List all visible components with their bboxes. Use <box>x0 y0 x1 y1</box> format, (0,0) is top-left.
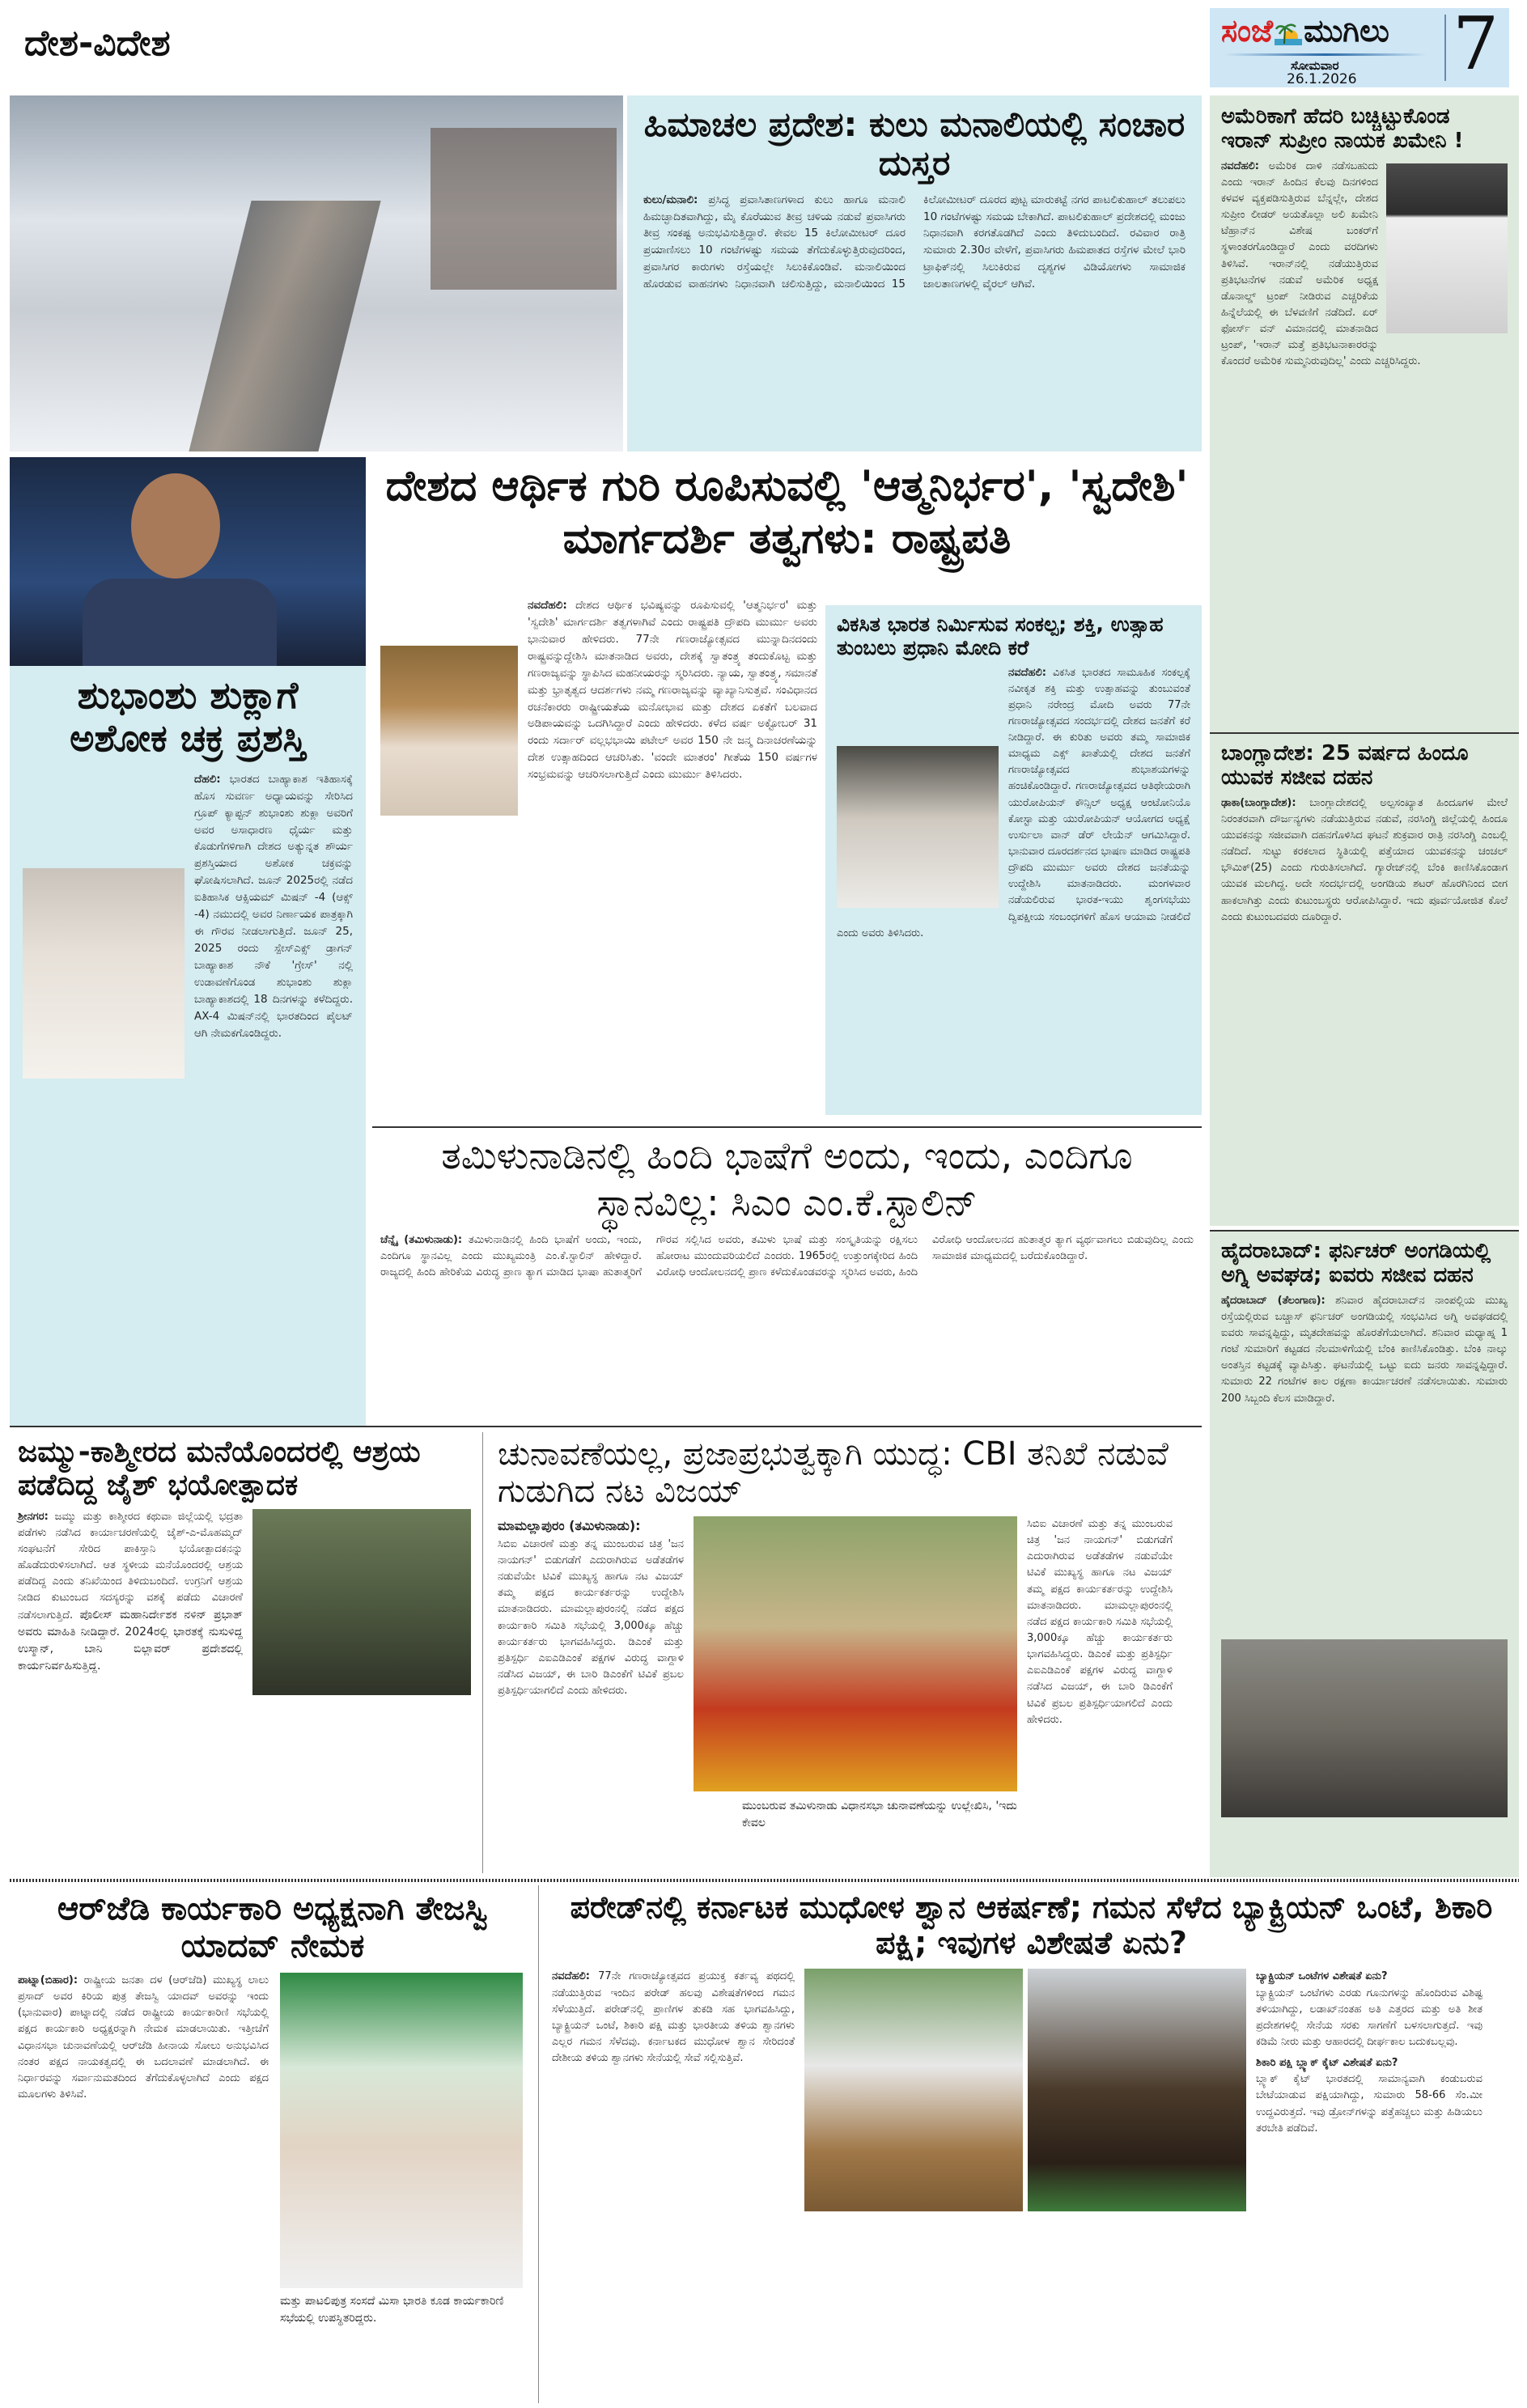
vijay-text-continued: ಸಿಬಿಐ ವಿಚಾರಣೆ ಮತ್ತು ತನ್ನ ಮುಂಬರುವ ಚಿತ್ರ 'ಜನ ನಾಯಗನ್' ಬಿಡುಗಡೆಗೆ ಎದುರಾಗಿರುವ ಅಡೆತಡೆಗಳ ನಡುವೆಯೇ ಟಿವಿಕೆ ಮುಖ್ಯಸ್ಥ ಹಾಗೂ ನಟ ವಿಜಯ್ ತಮ್ಮ ಪಕ್ಷದ ಕಾರ್ಯಕರ್ತರನ್ನು ಉದ್ದೇಶಿಸಿ ಮಾತನಾಡಿದರು. ಮಾಮಲ್ಲಾಪುರಂನಲ್ಲಿ ನಡೆದ ಪಕ್ಷದ ಕಾರ್ಯಕಾರಿ ಸಮಿತಿ ಸಭೆಯಲ್ಲಿ 3,000ಕ್ಕೂ ಹೆಚ್ಚು ಕಾರ್ಯಕರ್ತರು ಭಾಗವಹಿಸಿದ್ದರು. ಡಿಎಂಕೆ ಮತ್ತು ಪ್ರತಿಸ್ಪರ್ಧಿ ಎಐಎಡಿಎಂಕೆ ಪಕ್ಷಗಳ ವಿರುದ್ಧ ವಾಗ್ದಾಳಿ ನಡೆಸಿದ ವಿಜಯ್, ಈ ಬಾರಿ ಡಿಎಂಕೆಗೆ ಟಿವಿಕೆ ಪ್ರಬಲ ಪ್ರತಿಸ್ಪರ್ಧಿಯಾಗಲಿದೆ ಎಂದು ಹೇಳಿದರು. <box>1027 1518 1173 1726</box>
black-kite-bird-photo <box>1028 1969 1246 2211</box>
column-divider <box>482 1432 483 1873</box>
jammu-headline: ಜಮ್ಮು-ಕಾಶ್ಮೀರದ ಮನೆಯೊಂದರಲ್ಲಿ ಆಶ್ರಯ ಪಡೆದಿದ್ದ ಜೈಶ್ ಭಯೋತ್ಪಾದಕ <box>18 1435 421 1503</box>
hyderabad-dateline: ಹೈದರಾಬಾದ್ (ತೆಲಂಗಾಣ): <box>1221 1294 1326 1307</box>
iran-headline: ಅಮೆರಿಕಾಗೆ ಹೆದರಿ ಬಚ್ಚಿಟ್ಟುಕೊಂಡ ಇರಾನ್ ಸುಪ್ರೀಂ ನಾಯಕ ಖಮೇನಿ ! <box>1221 104 1464 153</box>
iran-text: ಅಮೆರಿಕ ದಾಳಿ ನಡೆಸಬಹುದು ಎಂದು ಇರಾನ್ ಹಿಂದಿನ ಕೆಲವು ದಿನಗಳಿಂದ ಕಳವಳ ವ್ಯಕ್ತಪಡಿಸುತ್ತಿರುವ ಬೆನ್ನಲ್ಲೇ, ದೇಶದ ಸುಪ್ರೀಂ ಲೀಡರ್ ಅಯತೊಲ್ಲಾ ಅಲಿ ಖಮೇನಿ ಟೆಹ್ರಾನ್‌ನ ವಿಶೇಷ ಬಂಕರ್‌ಗೆ ಸ್ಥಳಾಂತರಗೊಂಡಿದ್ದಾರೆ ಎಂದು ವರದಿಗಳು ತಿಳಿಸಿವೆ. ಇರಾನ್‌ನಲ್ಲಿ ನಡೆಯುತ್ತಿರುವ ಪ್ರತಿಭಟನೆಗಳ ನಡುವೆ ಅಮೆರಿಕ ಅಧ್ಯಕ್ಷ ಡೊನಾಲ್ಡ್ ಟ್ರಂಪ್ ನೀಡಿರುವ ಎಚ್ಚರಿಕೆಯ ಹಿನ್ನೆಲೆಯಲ್ಲಿ ಈ ಬೆಳವಣಿಗೆ ನಡೆದಿದೆ. ಏರ್ ಫೋರ್ಸ್ ವನ್ ವಿಮಾನದಲ್ಲಿ ಮಾತನಾಡಿದ ಟ್ರಂಪ್, 'ಇರಾನ್ ಮತ್ತೆ ಪ್ರತಿಭಟನಾಕಾರರನ್ನು ಕೊಂದರೆ ಅಮೆರಿಕ ಸುಮ್ಮನಿರುವುದಿಲ್ಲ' ಎಂದು ಎಚ್ಚರಿಸಿದ್ದರು. <box>1221 159 1421 368</box>
jaish-terrorist-photo <box>252 1509 471 1695</box>
president-headline-box <box>372 457 1202 591</box>
khamenei-photo <box>1386 163 1508 333</box>
jammu-story <box>10 1432 479 1873</box>
vijay-body-continued <box>1027 1516 1173 1856</box>
himachal-body <box>643 192 1186 294</box>
palm-sunset-icon <box>1275 21 1302 45</box>
masthead-divider <box>1444 15 1446 81</box>
iran-dateline: ನವದೆಹಲಿ: <box>1221 159 1259 172</box>
masthead-name-part2: ಮುಗಿಲು <box>1304 13 1389 49</box>
bactrian-camel-photo <box>804 1969 1023 2211</box>
column-divider-bottom <box>538 1885 539 2403</box>
parade-camel-text: ಬ್ಯಾಕ್ಟ್ರಿಯನ್ ಒಂಟೆಗಳು ಎರಡು ಗೂನುಗಳನ್ನು ಹೊಂದಿರುವ ವಿಶಿಷ್ಟ ತಳಿಯಾಗಿದ್ದು, ಲಡಾಖ್‌ನಂತಹ ಅತಿ ಎತ್ತರದ ಮತ್ತು ಅತಿ ಶೀತ ಪ್ರದೇಶಗಳಲ್ಲಿ ಸೇನೆಯ ಸರಕು ಸಾಗಣೆಗೆ ಬಳಸಲಾಗುತ್ತದೆ. ಇವು ಕಡಿಮೆ ನೀರು ಮತ್ತು ಆಹಾರದಲ್ಲಿ ದೀರ್ಘಕಾಲ ಬದುಕಬಲ್ಲವು. <box>1256 1986 1482 2048</box>
vijay-headline: ಚುನಾವಣೆಯಲ್ಲ, ಪ್ರಜಾಪ್ರಭುತ್ವಕ್ಕಾಗಿ ಯುದ್ಧ: CBI ತನಿಖೆ ನಡುವೆ ಗುಡುಗಿದ ನಟ ವಿಜಯ್ <box>498 1435 1169 1510</box>
masthead-logo <box>1221 13 1389 49</box>
jammu-caption: ಪೊಲೀಸ್ ಮಹಾನಿರ್ದೇಶಕ ನಳಿನ್ ಪ್ರಭಾತ್ ಅವರು ಮಾಹಿತಿ ನೀಡಿದ್ದಾರೆ. 2024ರಲ್ಲಿ ಭಾರತಕ್ಕೆ ನುಸುಳಿದ್ದ ಉಸ್ಮಾನ್, ಬಾನಿ ಬಿಲ್ಲಾವರ್ ಪ್ರದೇಶದಲ್ಲಿ ಕಾರ್ಯನಿರ್ವಹಿಸುತ್ತಿದ್ದ. <box>18 1608 243 1673</box>
parade-text: 77ನೇ ಗಣರಾಜ್ಯೋತ್ಸವದ ಪ್ರಯುಕ್ತ ಕರ್ತವ್ಯ ಪಥದಲ್ಲಿ ನಡೆಯುತ್ತಿರುವ ಇಂದಿನ ಪರೇಡ್ ಹಲವು ವಿಶೇಷತೆಗಳಿಂದ ಗಮನ ಸೆಳೆಯುತ್ತಿದೆ. ಪರೇಡ್‌ನಲ್ಲಿ ಪ್ರಾಣಿಗಳ ತುಕಡಿ ಸಹ ಭಾಗವಹಿಸಿದ್ದು, ಬ್ಯಾಕ್ಟ್ರಿಯನ್ ಒಂಟೆ, ಶಿಕಾರಿ ಪಕ್ಷಿ ಮತ್ತು ಭಾರತೀಯ ತಳಿಯ ಶ್ವಾನಗಳು ಎಲ್ಲರ ಗಮನ ಸೆಳೆದವು. ಕರ್ನಾಟಕದ ಮುಧೋಳ ಶ್ವಾನ ಸೇರಿದಂತೆ ದೇಶೀಯ ತಳಿಯ ಶ್ವಾನಗಳು ಸೇನೆಯಲ್ಲಿ ಸೇವೆ ಸಲ್ಲಿಸುತ್ತಿವೆ. <box>552 1970 795 2065</box>
himachal-dateline: ಕುಲು/ಮನಾಲಿ: <box>643 193 698 206</box>
modi-dateline: ನವದೆಹಲಿ: <box>1008 666 1046 679</box>
parade-headline: ಪರೇಡ್‌ನಲ್ಲಿ ಕರ್ನಾಟಕ ಮುಧೋಳ ಶ್ವಾನ ಆಕರ್ಷಣೆ; ಗಮನ ಸೆಳೆದ ಬ್ಯಾಕ್ಟ್ರಿಯನ್ ಒಂಟೆ, ಶಿಕಾರಿ ಪಕ್ಷಿ; ಇವುಗಳ ವಿಶೇಷತೆ ಏನು? <box>570 1889 1493 1961</box>
parade-dateline: ನವದೆಹಲಿ: <box>552 1970 590 1983</box>
stalin-text: ತಮಿಳುನಾಡಿನಲ್ಲಿ ಹಿಂದಿ ಭಾಷೆಗೆ ಅಂದು, ಇಂದು, ಎಂದಿಗೂ ಸ್ಥಾನವಿಲ್ಲ ಎಂದು ಮುಖ್ಯಮಂತ್ರಿ ಎಂ.ಕೆ.ಸ್ಟಾಲಿನ್ ಹೇಳಿದ್ದಾರೆ. ರಾಜ್ಯದಲ್ಲಿ ಹಿಂದಿ ಹೇರಿಕೆಯ ವಿರುದ್ಧ ಪ್ರಾಣ ತ್ಯಾಗ ಮಾಡಿದ ಭಾಷಾ ಹುತಾತ್ಮರಿಗೆ ಗೌರವ ಸಲ್ಲಿಸಿದ ಅವರು, ತಮಿಳು ಭಾಷೆ ಮತ್ತು ಸಂಸ್ಕೃತಿಯನ್ನು ರಕ್ಷಿಸಲು ಹೋರಾಟ ಮುಂದುವರಿಯಲಿದೆ ಎಂದರು. 1965ರಲ್ಲಿ ಉತ್ತುಂಗಕ್ಕೇರಿದ ಹಿಂದಿ ವಿರೋಧಿ ಆಂದೋಲನದಲ್ಲಿ ಪ್ರಾಣ ಕಳೆದುಕೊಂಡವರನ್ನು ಸ್ಮರಿಸಿದ ಅವರು, ಹಿಂದಿ ವಿರೋಧಿ ಆಂದೋಲನದ ಹುತಾತ್ಮರ ತ್ಯಾಗ ವ್ಯರ್ಥವಾಗಲು ಬಿಡುವುದಿಲ್ಲ ಎಂದು ಸಾಮಾಜಿಕ ಮಾಧ್ಯಮದಲ್ಲಿ ಬರೆದುಕೊಂಡಿದ್ದಾರೆ. <box>380 1234 1194 1279</box>
hyderabad-text: ಶನಿವಾರ ಹೈದರಾಬಾದ್‌ನ ನಾಂಪಲ್ಲಿಯ ಮುಖ್ಯ ರಸ್ತೆಯಲ್ಲಿರುವ ಬಚ್ಚಾಸ್ ಫರ್ನಿಚರ್ ಅಂಗಡಿಯಲ್ಲಿ ಸಂಭವಿಸಿದ ಅಗ್ನಿ ಅವಘಡದಲ್ಲಿ ಐವರು ಸಾವನ್ನಪ್ಪಿದ್ದು, ಮೃತದೇಹವನ್ನು ಹೊರತೆಗೆಯಲಾಗಿದೆ. ಶನಿವಾರ ಮಧ್ಯಾಹ್ನ 1 ಗಂಟೆ ಸುಮಾರಿಗೆ ಕಟ್ಟಡದ ನೆಲಮಾಳಿಗೆಯಲ್ಲಿ ಬೆಂಕಿ ಕಾಣಿಸಿಕೊಂಡಿತ್ತು. ಬೆಂಕಿ ನಾಲ್ಕು ಅಂತಸ್ತಿನ ಕಟ್ಟಡಕ್ಕೆ ವ್ಯಾಪಿಸಿತ್ತು. ಘಟನೆಯಲ್ಲಿ ಒಟ್ಟು ಐದು ಜನರು ಸಾವನ್ನಪ್ಪಿದ್ದಾರೆ. ಸುಮಾರು 22 ಗಂಟೆಗಳ ಕಾಲ ರಕ್ಷಣಾ ಕಾರ್ಯಾಚರಣೆ ನಡೆಸಲಾಯಿತು. ಸುಮಾರು 200 ಸಿಬ್ಬಂದಿ ಕೆಲಸ ಮಾಡಿದ್ದಾರೆ. <box>1221 1294 1508 1405</box>
shukla-dateline: ದೆಹಲಿ: <box>194 772 221 786</box>
tejashwi-yadav-photo <box>280 1973 523 2288</box>
hyderabad-story <box>1210 1230 1519 1877</box>
stalin-dateline: ಚೆನ್ನೈ (ತಮಿಳುನಾಡು): <box>380 1234 463 1246</box>
parade-body <box>552 1969 795 2373</box>
parade-kite-text: ಬ್ಲ್ಯಾಕ್ ಕೈಟ್ ಭಾರತದಲ್ಲಿ ಸಾಮಾನ್ಯವಾಗಿ ಕಂಡುಬರುವ ಬೇಟೆಯಾಡುವ ಪಕ್ಷಿಯಾಗಿದ್ದು, ಸುಮಾರು 58-66 ಸೆಂ.ಮೀ ಉದ್ದವಿರುತ್ತದೆ. ಇವು ಡ್ರೋನ್‌ಗಳನ್ನು ಪತ್ತೆಹಚ್ಚಲು ಮತ್ತು ಹಿಡಿಯಲು ತರಬೇತಿ ಪಡೆದಿವೆ. <box>1256 2073 1482 2135</box>
rjd-dateline: ಪಾಟ್ನಾ(ಬಿಹಾರ): <box>18 1974 78 1986</box>
narendra-modi-photo <box>837 746 999 908</box>
bangladesh-story <box>1210 732 1519 1226</box>
president-text: ದೇಶದ ಆರ್ಥಿಕ ಭವಿಷ್ಯವನ್ನು ರೂಪಿಸುವಲ್ಲಿ 'ಆತ್ಮನಿರ್ಭರ' ಮತ್ತು 'ಸ್ವದೇಶಿ' ಮಾರ್ಗದರ್ಶಿ ತತ್ವಗಳಾಗಿವೆ ಎಂದು ರಾಷ್ಟ್ರಪತಿ ದ್ರೌಪದಿ ಮುರ್ಮು ಅವರು ಭಾನುವಾರ ಹೇಳಿದರು. 77ನೇ ಗಣರಾಜ್ಯೋತ್ಸವದ ಮುನ್ನಾದಿನದಂದು ರಾಷ್ಟ್ರವನ್ನುದ್ದೇಶಿಸಿ ಮಾತನಾಡಿದ ಅವರು, ದೇಶಕ್ಕೆ ಸ್ವಾತಂತ್ರ್ಯ ತಂದುಕೊಟ್ಟ ಮತ್ತು ಗಣರಾಜ್ಯವನ್ನು ಸ್ಥಾಪಿಸಿದ ಮಹನೀಯರನ್ನು ಸ್ಮರಿಸಿದರು. ನ್ಯಾಯ, ಸ್ವಾತಂತ್ರ್ಯ, ಸಮಾನತೆ ಮತ್ತು ಭ್ರಾತೃತ್ವದ ಆದರ್ಶಗಳು ನಮ್ಮ ಗಣರಾಜ್ಯವನ್ನು ವ್ಯಾಖ್ಯಾನಿಸುತ್ತವೆ. ಸಂವಿಧಾನದ ರಚನೆಕಾರರು ರಾಷ್ಟ್ರೀಯತೆಯ ಮನೋಭಾವ ಮತ್ತು ದೇಶದ ಏಕತೆಗೆ ಬಲವಾದ ಅಡಿಪಾಯವನ್ನು ಒದಗಿಸಿದ್ದಾರೆ ಎಂದು ಹೇಳಿದರು. ಕಳೆದ ವರ್ಷ ಅಕ್ಟೋಬರ್ 31 ರಂದು ಸರ್ದಾರ್ ವಲ್ಲಭಭಾಯಿ ಪಟೇಲ್ ಅವರ 150 ನೇ ಜನ್ಮ ದಿನಾಚರಣೆಯನ್ನು ದೇಶ ಉತ್ಸಾಹದಿಂದ ಆಚರಿಸಿತು. 'ವಂದೇ ಮಾತರಂ' ಗೀತೆಯ 150 ವರ್ಷಗಳ ಸಂಭ್ರಮವನ್ನು ಆಚರಿಸಲಾಗುತ್ತಿದೆ ಎಂದು ಮುರ್ಮು ತಿಳಿಸಿದರು. <box>528 599 817 782</box>
shukla-text: ಭಾರತದ ಬಾಹ್ಯಾಕಾಶ ಇತಿಹಾಸಕ್ಕೆ ಹೊಸ ಸುವರ್ಣ ಅಧ್ಯಾಯವನ್ನು ಸೇರಿಸಿದ ಗ್ರೂಪ್ ಕ್ಯಾಪ್ಟನ್ ಶುಭಾಂಶು ಶುಕ್ಲಾ ಅವರಿಗೆ ಅವರ ಅಸಾಧಾರಣ ಧೈರ್ಯ ಮತ್ತು ಕೊಡುಗೆಗಳಿಗಾಗಿ ದೇಶದ ಅತ್ಯುನ್ನತ ಶೌರ್ಯ ಪ್ರಶಸ್ತಿಯಾದ ಅಶೋಕ ಚಕ್ರವನ್ನು ಘೋಷಿಸಲಾಗಿದೆ. ಜೂನ್ 2025ರಲ್ಲಿ ನಡೆದ ಐತಿಹಾಸಿಕ ಆಕ್ಸಿಯಮ್ ಮಿಷನ್ -4 (ಆಕ್ಸ್ -4) ನಮುದಲ್ಲಿ ಅವರ ನಿರ್ಣಾಯಕ ಪಾತ್ರಕ್ಕಾಗಿ ಈ ಗೌರವ ನೀಡಲಾಗುತ್ತಿದೆ. ಜೂನ್ 25, 2025 ರಂದು ಸ್ಪೇಸ್‌ಎಕ್ಸ್ ಡ್ರಾಗನ್ ಬಾಹ್ಯಾಕಾಶ ನೌಕೆ 'ಗ್ರೇಸ್' ನಲ್ಲಿ ಉಡಾವಣೆಗೊಂಡ ಶುಭಾಂಶು ಶುಕ್ಲಾ ಬಾಹ್ಯಾಕಾಶದಲ್ಲಿ 18 ದಿನಗಳನ್ನು ಕಳೆದಿದ್ದರು. AX-4 ಮಿಷನ್‌ನಲ್ಲಿ ಭಾರತದಿಂದ ಪೈಲಟ್ ಆಗಿ ನೇಮಕಗೊಂಡಿದ್ದರು. <box>194 772 353 1040</box>
president-story <box>380 597 817 1115</box>
hyderabad-body <box>1221 1293 1508 1633</box>
masthead <box>1210 8 1509 87</box>
himachal-story <box>627 95 1202 451</box>
parade-story <box>544 1885 1519 2403</box>
hyderabad-headline: ಹೈದರಾಬಾದ್: ಫರ್ನಿಚರ್ ಅಂಗಡಿಯಲ್ಲಿ ಅಗ್ನಿ ಅವಘಡ; ಐವರು ಸಜೀವ ದಹನ <box>1221 1239 1491 1287</box>
modi-story <box>825 605 1202 1115</box>
stalin-headline: ತಮಿಳುನಾಡಿನಲ್ಲಿ ಹಿಂದಿ ಭಾಷೆಗೆ ಅಂದು, ಇಂದು, ಎಂದಿಗೂ ಸ್ಥಾನವಿಲ್ಲ: ಸಿಎಂ ಎಂ.ಕೆ.ಸ್ಟಾಲಿನ್ <box>441 1134 1133 1224</box>
himachal-headline: ಹಿಮಾಚಲ ಪ್ರದೇಶ: ಕುಲು ಮನಾಲಿಯಲ್ಲಿ ಸಂಚಾರ ದುಸ್ತರ <box>643 104 1186 184</box>
jammu-dateline: ಶ್ರೀನಗರ: <box>18 1510 49 1523</box>
page-number: 7 <box>1453 8 1499 87</box>
modi-text: ವಿಕಸಿತ ಭಾರತದ ಸಾಮೂಹಿಕ ಸಂಕಲ್ಪಕ್ಕೆ ನವೀಕೃತ ಶಕ್ತಿ ಮತ್ತು ಉತ್ಸಾಹವನ್ನು ತುಂಬುವಂತೆ ಪ್ರಧಾನಿ ನರೇಂದ್ರ ಮೋದಿ ಅವರು 77ನೇ ಗಣರಾಜ್ಯೋತ್ಸವದ ಸಂದರ್ಭದಲ್ಲಿ ದೇಶದ ಜನತೆಗೆ ಕರೆ ನೀಡಿದ್ದಾರೆ. ಈ ಕುರಿತು ಅವರು ತಮ್ಮ ಸಾಮಾಜಿಕ ಮಾಧ್ಯಮ ಎಕ್ಸ್ ಖಾತೆಯಲ್ಲಿ ದೇಶದ ಜನತೆಗೆ ಗಣರಾಜ್ಯೋತ್ಸವದ ಶುಭಾಶಯಗಳನ್ನು ಹಂಚಿಕೊಂಡಿದ್ದಾರೆ. ಗಣರಾಜ್ಯೋತ್ಸವದ ಆತಿಥೇಯರಾಗಿ ಯುರೋಪಿಯನ್ ಕೌನ್ಸಿಲ್ ಅಧ್ಯಕ್ಷ ಆಂಟೋನಿಯೊ ಕೋಸ್ಟಾ ಮತ್ತು ಯುರೋಪಿಯನ್ ಆಯೋಗದ ಅಧ್ಯಕ್ಷೆ ಉರ್ಸುಲಾ ವಾನ್ ಡೆರ್ ಲೇಯೆನ್ ಆಗಮಿಸಿದ್ದಾರೆ. ಭಾನುವಾರ ದೂರದರ್ಶನದ ಭಾಷಣ ಮಾಡಿದ ರಾಷ್ಟ್ರಪತಿ ದ್ರೌಪದಿ ಮುರ್ಮು ಅವರು ದೇಶದ ಜನತೆಯನ್ನು ಉದ್ದೇಶಿಸಿ ಮಾತನಾಡಿದರು. ಮಂಗಳವಾರ ನಡೆಯಲಿರುವ ಭಾರತ-ಇಯು ಶೃಂಗಸಭೆಯು ದ್ವಿಪಕ್ಷೀಯ ಸಂಬಂಧಗಳಿಗೆ ಹೊಸ ಆಯಾಮ ನೀಡಲಿದೆ ಎಂದು ಅವರು ತಿಳಿಸಿದರು. <box>837 666 1190 939</box>
vijay-dateline: ಮಾಮಲ್ಲಾಪುರಂ (ತಮಿಳುನಾಡು): <box>498 1518 641 1533</box>
bangladesh-body <box>1221 795 1508 926</box>
vijay-text: ಸಿಬಿಐ ವಿಚಾರಣೆ ಮತ್ತು ತನ್ನ ಮುಂಬರುವ ಚಿತ್ರ 'ಜನ ನಾಯಗನ್' ಬಿಡುಗಡೆಗೆ ಎದುರಾಗಿರುವ ಅಡೆತಡೆಗಳ ನಡುವೆಯೇ ಟಿವಿಕೆ ಮುಖ್ಯಸ್ಥ ಹಾಗೂ ನಟ ವಿಜಯ್ ತಮ್ಮ ಪಕ್ಷದ ಕಾರ್ಯಕರ್ತರನ್ನು ಉದ್ದೇಶಿಸಿ ಮಾತನಾಡಿದರು. ಮಾಮಲ್ಲಾಪುರಂನಲ್ಲಿ ನಡೆದ ಪಕ್ಷದ ಕಾರ್ಯಕಾರಿ ಸಮಿತಿ ಸಭೆಯಲ್ಲಿ 3,000ಕ್ಕೂ ಹೆಚ್ಚು ಕಾರ್ಯಕರ್ತರು ಭಾಗವಹಿಸಿದ್ದರು. ಡಿಎಂಕೆ ಮತ್ತು ಪ್ರತಿಸ್ಪರ್ಧಿ ಎಐಎಡಿಎಂಕೆ ಪಕ್ಷಗಳ ವಿರುದ್ಧ ವಾಗ್ದಾಳಿ ನಡೆಸಿದ ವಿಜಯ್, ಈ ಬಾರಿ ಡಿಎಂಕೆಗೆ ಟಿವಿಕೆ ಪ್ರಬಲ ಪ್ರತಿಸ್ಪರ್ಧಿಯಾಗಲಿದೆ ಎಂದು ಹೇಳಿದರು. <box>498 1537 684 1698</box>
shukla-headline: ಶುಭಾಂಶು ಶುಕ್ಲಾಗೆ ಅಶೋಕ ಚಕ್ರ ಪ್ರಶಸ್ತಿ <box>70 673 306 760</box>
himachal-snow-traffic-photo <box>10 95 623 451</box>
section-title: ದೇಶ-ವಿದೇಶ <box>24 23 171 64</box>
jammu-text: ಜಮ್ಮು ಮತ್ತು ಕಾಶ್ಮೀರದ ಕಥುವಾ ಜಿಲ್ಲೆಯಲ್ಲಿ ಭದ್ರತಾ ಪಡೆಗಳು ನಡೆಸಿದ ಕಾರ್ಯಾಚರಣೆಯಲ್ಲಿ ಜೈಶ್-ಎ-ಮೊಹಮ್ಮದ್ ಸಂಘಟನೆಗೆ ಸೇರಿದ ಪಾಕಿಸ್ತಾನಿ ಭಯೋತ್ಪಾದಕನನ್ನು ಹೊಡೆದುರುಳಿಸಲಾಗಿದೆ. ಆತ ಸ್ಥಳೀಯ ಮನೆಯೊಂದರಲ್ಲಿ ಆಶ್ರಯ ಪಡೆದಿದ್ದ ಎಂದು ತನಿಖೆಯಿಂದ ತಿಳಿದುಬಂದಿದೆ. ಉಗ್ರನಿಗೆ ಆಶ್ರಯ ನೀಡಿದ ಕುಟುಂಬದ ಸದಸ್ಯರನ್ನು ವಶಕ್ಕೆ ಪಡೆದು ವಿಚಾರಣೆ ನಡೆಸಲಾಗುತ್ತಿದೆ. <box>18 1510 243 1622</box>
droupadi-murmu-photo <box>380 646 518 816</box>
modi-headline: ವಿಕಸಿತ ಭಾರತ ನಿರ್ಮಿಸುವ ಸಂಕಲ್ಪ; ಶಕ್ತಿ, ಉತ್ಸಾಹ ತುಂಬಲು ಪ್ರಧಾನಿ ಮೋದಿ ಕರೆ <box>837 613 1164 659</box>
rjd-headline: ಆರ್‌ಜೆಡಿ ಕಾರ್ಯಕಾರಿ ಅಧ್ಯಕ್ಷನಾಗಿ ತೇಜಸ್ವಿ ಯಾದವ್ ನೇಮಕ <box>57 1890 489 1965</box>
parade-subhead-camel: ಬ್ಯಾಕ್ಟ್ರಿಯನ್ ಒಂಟೆಗಳ ವಿಶೇಷತೆ ಏನು? <box>1256 1970 1388 1983</box>
rjd-story <box>10 1885 536 2403</box>
president-dateline: ನವದೆಹಲಿ: <box>528 599 567 612</box>
rjd-caption: ಮತ್ತು ಪಾಟಲಿಪುತ್ರ ಸಂಸದೆ ಮಿಸಾ ಭಾರತಿ ಕೂಡ ಕಾರ್ಯಕಾರಿಣಿ ಸಭೆಯಲ್ಲಿ ಉಪಸ್ಥಿತರಿದ್ದರು. <box>280 2295 504 2325</box>
shubhanshu-shukla-photo <box>10 457 366 666</box>
vijay-body <box>498 1516 684 1824</box>
masthead-underline <box>1224 53 1427 56</box>
himachal-text: ಪ್ರಸಿದ್ಧ ಪ್ರವಾಸಿತಾಣಗಳಾದ ಕುಲು ಹಾಗೂ ಮನಾಲಿ ಹಿಮಚ್ಛಾದಿತವಾಗಿದ್ದು, ಮೈ ಕೊರೆಯುವ ತೀವ್ರ ಚಳಿಯ ನಡುವೆ ಪ್ರವಾಸಿಗರು ತೀವ್ರ ಸಂಕಷ್ಟ ಅನುಭವಿಸುತ್ತಿದ್ದಾರೆ. ಕೇವಲ 15 ಕಿಲೋಮೀಟರ್ ದೂರ ಪ್ರಯಾಣಿಸಲು 10 ಗಂಟೆಗಳಷ್ಟು ಸಮಯ ತೆಗೆದುಕೊಳ್ಳುತ್ತಿರುವುದರಿಂದ, ಪ್ರವಾಸಿಗರ ಕಾರುಗಳು ರಸ್ತೆಯಲ್ಲೇ ಸಿಲುಕಿಕೊಂಡಿವೆ. ಮನಾಲಿಯಿಂದ ಹೊರಡುವ ವಾಹನಗಳು ನಿಧಾನವಾಗಿ ಚಲಿಸುತ್ತಿದ್ದು, ಮನಾಲಿಯಿಂದ 15 ಕಿಲೋಮೀಟರ್ ದೂರದ ಪುಟ್ಟ ಮಾರುಕಟ್ಟೆ ನಗರ ಪಾಟಲಿಕುಹಾಲ್ ತಲುಪಲು 10 ಗಂಟೆಗಳಷ್ಟು ಸಮಯ ಬೇಕಾಗಿದೆ. ಪಾಟಲಿಕುಹಾಲ್ ಪ್ರದೇಶದಲ್ಲಿ ಮಂಜು ನಿಧಾನವಾಗಿ ಕರಗತೊಡಗಿದೆ ಎಂದು ತಿಳಿದುಬಂದಿದೆ. ರವಿವಾರ ರಾತ್ರಿ ಸುಮಾರು 2.30ರ ವೇಳೆಗೆ, ಪ್ರವಾಸಿಗರು ಹಿಮಪಾತದ ರಸ್ತೆಗಳ ಮೇಲೆ ಭಾರಿ ಟ್ರಾಫಿಕ್‌ನಲ್ಲಿ ಸಿಲುಕಿರುವ ದೃಶ್ಯಗಳ ವಿಡಿಯೋಗಳು ಸಾಮಾಜಿಕ ಜಾಲತಾಣಗಳಲ್ಲಿ ವೈರಲ್ ಆಗಿವೆ. <box>643 193 1186 291</box>
dotted-divider <box>10 1879 1519 1882</box>
masthead-name-part1: ಸಂಜೆ <box>1221 13 1274 49</box>
rjd-text: ರಾಷ್ಟ್ರೀಯ ಜನತಾ ದಳ (ಆರ್‌ಜೆಡಿ) ಮುಖ್ಯಸ್ಥ ಲಾಲು ಪ್ರಸಾದ್ ಅವರ ಕಿರಿಯ ಪುತ್ರ ತೇಜಸ್ವಿ ಯಾದವ್ ಅವರನ್ನು ಇಂದು (ಭಾನುವಾರ) ಪಾಟ್ನಾದಲ್ಲಿ ನಡೆದ ರಾಷ್ಟ್ರೀಯ ಕಾರ್ಯಕಾರಿಣಿ ಸಭೆಯಲ್ಲಿ ಪಕ್ಷದ ಕಾರ್ಯಕಾರಿ ಅಧ್ಯಕ್ಷರನ್ನಾಗಿ ನೇಮಕ ಮಾಡಲಾಯಿತು. ಇತ್ತೀಚೆಗೆ ವಿಧಾನಸಭಾ ಚುನಾವಣೆಯಲ್ಲಿ ಆರ್‌ಜೆಡಿ ಹೀನಾಯ ಸೋಲು ಅನುಭವಿಸಿದ ನಂತರ ಪಕ್ಷದ ನಾಯಕತ್ವದಲ್ಲಿ ಈ ಬದಲಾವಣೆ ಮಾಡಲಾಗಿದೆ. ಈ ನಿರ್ಧಾರವನ್ನು ಸರ್ವಾನುಮತದಿಂದ ತೆಗೆದುಕೊಳ್ಳಲಾಗಿದೆ ಎಂದು ಪಕ್ಷದ ಮೂಲಗಳು ತಿಳಿಸಿವೆ. <box>18 1974 269 2101</box>
parade-sidebar <box>1256 1969 1482 2373</box>
actor-vijay-photo <box>694 1516 1017 1791</box>
president-headline: ದೇಶದ ಆರ್ಥಿಕ ಗುರಿ ರೂಪಿಸುವಲ್ಲಿ 'ಆತ್ಮನಿರ್ಭರ', 'ಸ್ವದೇಶಿ' ಮಾರ್ಗದರ್ಶಿ ತತ್ವಗಳು: ರಾಷ್ಟ್ರಪತಿ <box>385 462 1189 563</box>
bangladesh-dateline: ಢಾಕಾ(ಬಾಂಗ್ಲಾದೇಶ): <box>1221 796 1296 809</box>
vijay-caption: ಮುಂಬರುವ ತಮಿಳುನಾಡು ವಿಧಾನಸಭಾ ಚುನಾವಣೆಯನ್ನು ಉಲ್ಲೇಖಿಸಿ, 'ಇದು ಕೇವಲ <box>742 1800 1017 1829</box>
masthead-day: ಸೋಮವಾರ <box>1291 58 1339 73</box>
stalin-body <box>380 1232 1194 1281</box>
shukla-family-photo <box>23 868 185 1079</box>
bangladesh-headline: ಬಾಂಗ್ಲಾದೇಶ: 25 ವರ್ಷದ ಹಿಂದೂ ಯುವಕ ಸಜೀವ ದಹನ <box>1221 741 1469 790</box>
parade-subhead-kite: ಶಿಕಾರಿ ಪಕ್ಷಿ ಬ್ಲ್ಯಾಕ್ ಕೈಟ್ ವಿಶೇಷತೆ ಏನು? <box>1256 2057 1398 2070</box>
vijay-story <box>490 1432 1202 1873</box>
hyderabad-fire-rescue-photo <box>1221 1639 1508 1817</box>
iran-story <box>1210 95 1519 791</box>
bangladesh-text: ಬಾಂಗ್ಲಾದೇಶದಲ್ಲಿ ಅಲ್ಪಸಂಖ್ಯಾತ ಹಿಂದೂಗಳ ಮೇಲೆ ನಿರಂತರವಾಗಿ ದೌರ್ಜನ್ಯಗಳು ನಡೆಯುತ್ತಿರುವ ನಡುವೆ, ನರಸಿಂಗ್ಡಿ ಜಿಲ್ಲೆಯಲ್ಲಿ ಹಿಂದೂ ಯುವಕನನ್ನು ಸಜೀವವಾಗಿ ದಹನಗೊಳಿಸಿದ ಘಟನೆ ಶುಕ್ರವಾರ ರಾತ್ರಿ ನರಸಿಂಗ್ಡಿ ಎಂಬಲ್ಲಿ ನಡೆದಿದೆ. ಸುಟ್ಟು ಕರಕಲಾದ ಸ್ಥಿತಿಯಲ್ಲಿ ಪತ್ತೆಯಾದ ಯುವಕನನ್ನು ಚಂಚಲ್ ಭೌಮಿಕ್(25) ಎಂದು ಗುರುತಿಸಲಾಗಿದೆ. ಗ್ಯಾರೇಜ್‌ನಲ್ಲಿ ಬೆಂಕಿ ಕಾಣಿಸಿಕೊಂಡಾಗ ಯುವಕ ಮಲಗಿದ್ದ. ಅದೇ ಸಂದರ್ಭದಲ್ಲಿ ಅಂಗಡಿಯ ಶಟರ್ ಹೊರಗಿನಿಂದ ಬೀಗ ಹಾಕಲಾಗಿತ್ತು ಎಂದು ಕುಟುಂಬಸ್ಥರು ಆರೋಪಿಸಿದ್ದಾರೆ. ಇದು ಪೂರ್ವಯೋಜಿತ ಕೊಲೆ ಎಂದು ಕುಟುಂಬದವರು ದೂರಿದ್ದಾರೆ. <box>1221 796 1508 923</box>
masthead-date: 26.1.2026 <box>1287 71 1357 87</box>
rjd-body <box>18 1973 269 2377</box>
shukla-story <box>10 666 366 1427</box>
stalin-story <box>372 1126 1202 1418</box>
section-divider <box>10 1426 1202 1427</box>
